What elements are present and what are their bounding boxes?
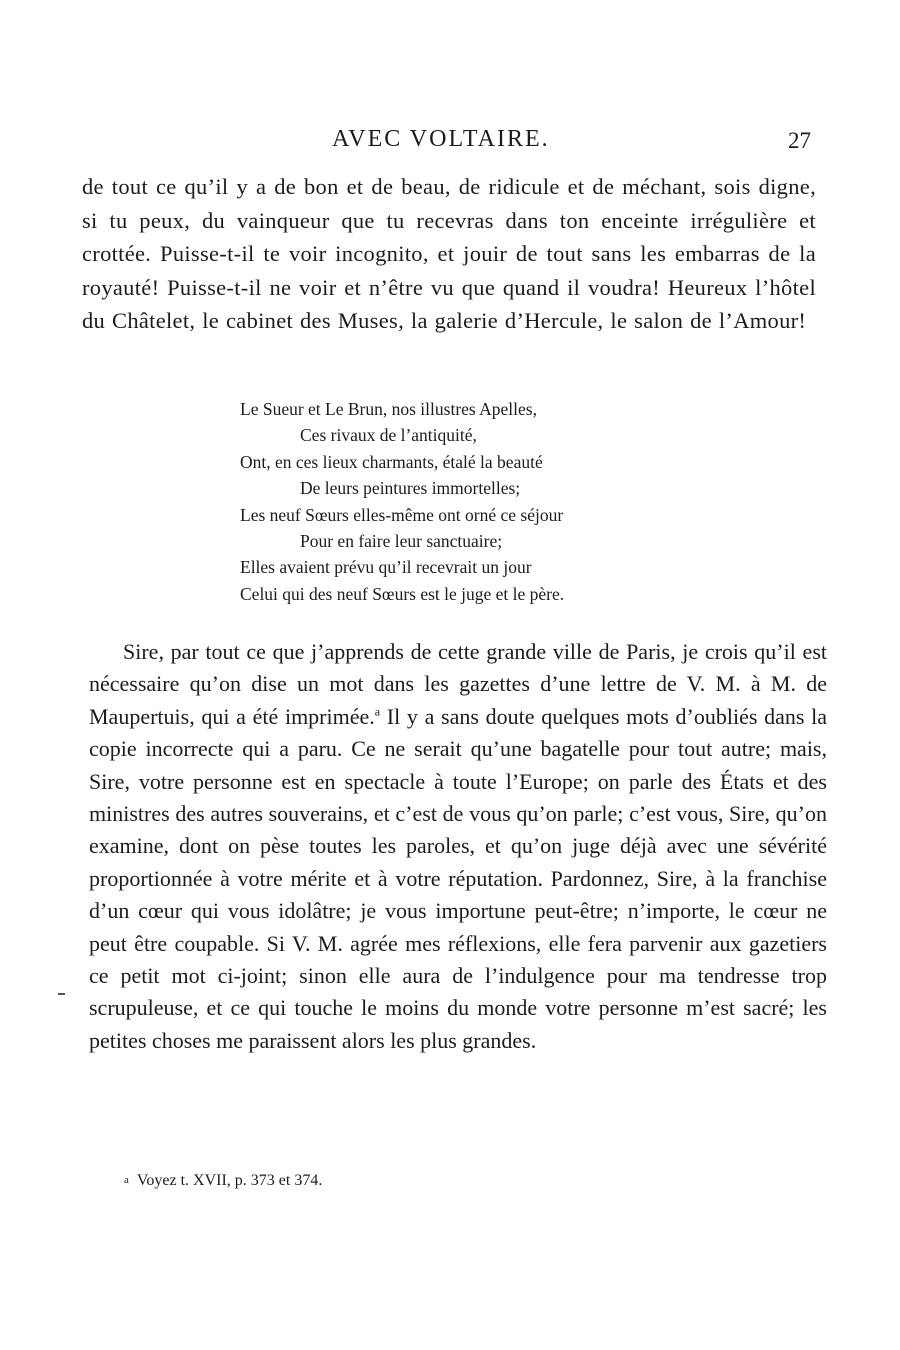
verse-line: Ces rivaux de l’antiquité, <box>300 425 477 446</box>
verse-line: Celui qui des neuf Sœurs est le juge et le père. <box>240 583 565 604</box>
verse-line: Le Sueur et Le Brun, nos illustres Apelles, <box>240 399 537 419</box>
footnote-text: Voyez t. XVII, p. 373 et 374. <box>136 1172 323 1189</box>
verse-line: Les neuf Sœurs elles-même ont orné ce séjour <box>240 504 564 525</box>
paragraph-continued: de tout ce qu’il y a de bon et de beau, de ridicule et de méchant, sois digne, si tu peux, du vainqueur que tu recevras dans ton enceinte irrégulière et crottée. Puisse-t-il te voir incognito, et jouir de tout sans les embarras de la royauté! Puisse-t-il ne voir et n’être vu que quand il voudra! Heureux l’hôtel du Châtelet, le cabinet des Muses, la galerie d’Hercule, le salon de l’Amour! <box>82 174 816 334</box>
page-number: 27 <box>788 128 811 153</box>
footnote-reference[interactable]: a <box>374 704 381 719</box>
verse-line: Elles avaient prévu qu’il recevrait un jour <box>240 557 532 578</box>
margin-mark <box>58 993 65 995</box>
verse-line: De leurs peintures immortelles; <box>300 478 521 499</box>
verse-line: Pour en faire leur sanctuaire; <box>300 531 503 552</box>
verse-line: Ont, en ces lieux charmants, étalé la beauté <box>240 451 543 472</box>
paragraph-sire <box>89 636 827 1057</box>
verse-block <box>240 396 680 607</box>
paragraph-text: Il y a sans doute quelques mots d’oubliés dans la copie incorrecte qui a paru. Ce ne serait qu’une bagatelle pour tout autre; mais, Sire, votre personne est en spectacle à toute l’Europe; on parle des États et des ministres des autres souverains, et c’est de vous qu’on parle; c’est vous, Sire, qu’on examine, dont on pèse toutes les paroles, et qu’on juge déjà avec une sévérité proportionnée à votre mérite et à votre réputation. Pardonnez, Sire, à la franchise d’un cœur qui vous idolâtre; je vous importune peut-être; n’importe, le cœur ne peut être coupable. Si V. M. agrée mes réflexions, elle fera parvenir aux gazetiers ce petit mot ci-joint; sinon elle aura de l’indulgence pour ma tendresse trop scrupuleuse, et ce qui touche le moins du monde votre personne m’est sacré; les petites choses me paraissent alors les plus grandes. <box>89 703 827 1053</box>
paragraph-text: Sire, par tout ce que j’apprends de cette grande ville de Paris, je crois qu’il est nécessaire qu’on dise un mot dans les gazettes d’une lettre de V. M. à M. de Maupertuis, qui a été imprimée. <box>89 639 827 729</box>
running-title: AVEC VOLTAIRE. <box>332 126 550 152</box>
footnote-marker: a <box>124 1174 129 1186</box>
running-head <box>0 126 900 160</box>
footnote <box>124 1172 322 1190</box>
